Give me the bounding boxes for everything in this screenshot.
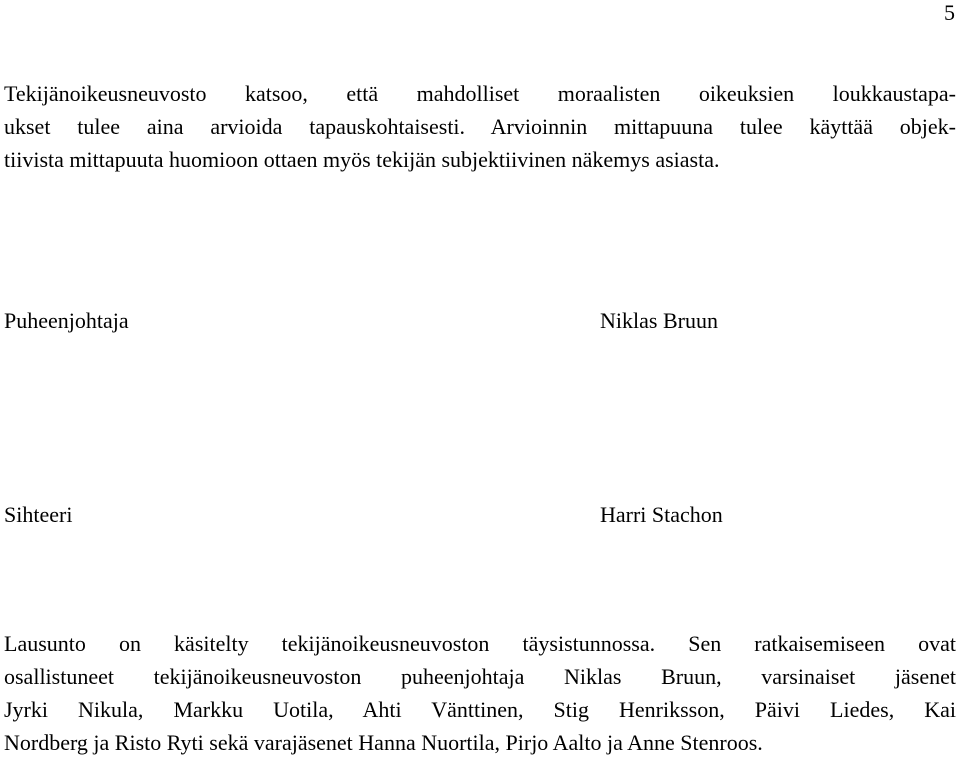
- signature-name-secretary: Harri Stachon: [600, 502, 723, 527]
- paragraph-line: tiivista mittapuuta huomioon ottaen myös tekijän subjektiivinen näkemys asiasta.: [4, 147, 720, 172]
- page-number: 5: [944, 0, 955, 25]
- paragraph-line: Lausunto on käsitelty tekijänoikeusneuvoston täysistunnossa. Sen ratkaisemiseen ovat: [4, 631, 956, 656]
- signature-name-chair: Niklas Bruun: [600, 308, 718, 333]
- paragraph-line: Jyrki Nikula, Markku Uotila, Ahti Vänttinen, Stig Henriksson, Päivi Liedes, Kai: [4, 697, 956, 722]
- signature-role-secretary: Sihteeri: [4, 502, 73, 527]
- signature-role-chair: Puheenjohtaja: [4, 308, 129, 333]
- paragraph-line: Tekijänoikeusneuvosto katsoo, että mahdolliset moraalisten oikeuksien loukkaustapa-: [4, 81, 956, 106]
- paragraph-line: Nordberg ja Risto Ryti sekä varajäsenet Hanna Nuortila, Pirjo Aalto ja Anne Stenroos.: [4, 730, 763, 755]
- paragraph-line: osallistuneet tekijänoikeusneuvoston puheenjohtaja Niklas Bruun, varsinaiset jäsenet: [4, 664, 956, 689]
- paragraph-line: ukset tulee aina arvioida tapauskohtaisesti. Arvioinnin mittapuuna tulee käyttää objek-: [4, 114, 956, 139]
